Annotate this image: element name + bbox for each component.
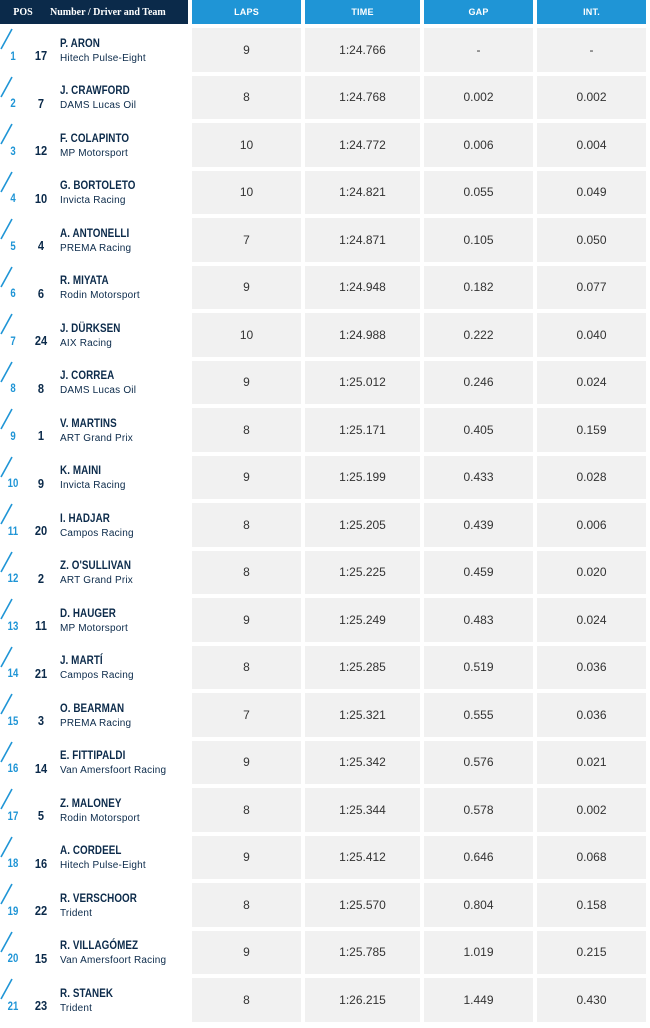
time-value: 1:25.342 bbox=[305, 741, 420, 785]
team-name: Rodin Motorsport bbox=[60, 290, 140, 302]
position-marker-icon bbox=[0, 456, 14, 478]
car-number: 3 bbox=[37, 713, 45, 729]
time-value: 1:24.772 bbox=[305, 123, 420, 167]
laps-value: 8 bbox=[192, 551, 301, 595]
position: 19 bbox=[7, 903, 19, 918]
driver-cell bbox=[0, 836, 188, 880]
header-laps[interactable]: LAPS bbox=[192, 0, 301, 24]
gap-value: 0.804 bbox=[424, 883, 533, 927]
time-value: 1:25.205 bbox=[305, 503, 420, 547]
team-name: DAMS Lucas Oil bbox=[60, 385, 137, 397]
driver-name[interactable]: V. MARTINS bbox=[60, 415, 117, 430]
time-value: 1:25.570 bbox=[305, 883, 420, 927]
gap-value: 0.555 bbox=[424, 693, 533, 737]
laps-value: 10 bbox=[192, 123, 301, 167]
laps-value: 9 bbox=[192, 931, 301, 975]
laps-value: 8 bbox=[192, 978, 301, 1022]
table-header bbox=[0, 0, 650, 24]
driver-cell bbox=[0, 218, 188, 262]
driver-name[interactable]: E. FITTIPALDI bbox=[60, 748, 126, 763]
driver-cell bbox=[0, 408, 188, 452]
car-number: 21 bbox=[34, 665, 48, 681]
header-int[interactable]: INT. bbox=[537, 0, 646, 24]
position: 5 bbox=[10, 238, 16, 253]
position-marker-icon bbox=[0, 788, 14, 810]
position-marker-icon bbox=[0, 313, 14, 335]
laps-value: 9 bbox=[192, 266, 301, 310]
car-number: 24 bbox=[34, 333, 48, 349]
position: 16 bbox=[7, 761, 19, 776]
interval-value: 0.040 bbox=[537, 313, 646, 357]
team-name: Invicta Racing bbox=[60, 195, 126, 207]
team-name: Invicta Racing bbox=[60, 480, 126, 492]
interval-value: - bbox=[537, 28, 646, 72]
driver-info bbox=[56, 226, 145, 254]
gap-value: 0.578 bbox=[424, 788, 533, 832]
time-value: 1:25.285 bbox=[305, 646, 420, 690]
position-marker-icon bbox=[0, 123, 14, 145]
time-value: 1:24.871 bbox=[305, 218, 420, 262]
position: 4 bbox=[10, 191, 16, 206]
driver-info bbox=[56, 321, 134, 349]
driver-cell bbox=[0, 741, 188, 785]
driver-name[interactable]: F. COLAPINTO bbox=[60, 130, 130, 145]
gap-value: 1.019 bbox=[424, 931, 533, 975]
driver-info bbox=[56, 558, 147, 586]
driver-name[interactable]: O. BEARMAN bbox=[60, 700, 125, 715]
table-body bbox=[0, 28, 650, 1022]
position-marker-icon bbox=[0, 836, 14, 858]
position-marker-icon bbox=[0, 646, 14, 668]
car-number: 4 bbox=[37, 238, 45, 254]
team-name: Trident bbox=[60, 907, 93, 919]
position: 8 bbox=[10, 381, 16, 396]
driver-info bbox=[56, 701, 138, 729]
laps-value: 10 bbox=[192, 313, 301, 357]
position: 17 bbox=[7, 808, 19, 823]
interval-value: 0.028 bbox=[537, 456, 646, 500]
laps-value: 8 bbox=[192, 788, 301, 832]
header-gap[interactable]: GAP bbox=[424, 0, 533, 24]
laps-value: 9 bbox=[192, 28, 301, 72]
time-value: 1:25.249 bbox=[305, 598, 420, 642]
interval-value: 0.036 bbox=[537, 646, 646, 690]
laps-value: 8 bbox=[192, 76, 301, 120]
driver-cell bbox=[0, 313, 188, 357]
car-number: 22 bbox=[34, 903, 48, 919]
table-row[interactable] bbox=[0, 123, 650, 167]
team-name: DAMS Lucas Oil bbox=[60, 100, 137, 112]
team-name: Campos Racing bbox=[60, 670, 134, 682]
position-marker-icon bbox=[0, 503, 14, 525]
position-marker-icon bbox=[0, 551, 14, 573]
table-row[interactable] bbox=[0, 76, 650, 120]
driver-cell bbox=[0, 883, 188, 927]
team-name: MP Motorsport bbox=[60, 147, 128, 159]
position-marker-icon bbox=[0, 931, 14, 953]
position-marker-icon bbox=[0, 978, 14, 1000]
time-value: 1:25.225 bbox=[305, 551, 420, 595]
driver-info bbox=[56, 178, 152, 206]
table-row[interactable] bbox=[0, 836, 650, 880]
position: 10 bbox=[7, 476, 19, 491]
header-time[interactable]: TIME bbox=[305, 0, 420, 24]
time-value: 1:24.988 bbox=[305, 313, 420, 357]
driver-info bbox=[56, 273, 140, 301]
time-value: 1:25.199 bbox=[305, 456, 420, 500]
driver-info bbox=[56, 796, 140, 824]
team-name: PREMA Racing bbox=[60, 242, 132, 254]
interval-value: 0.002 bbox=[537, 76, 646, 120]
team-name: Hitech Pulse-Eight bbox=[60, 860, 146, 872]
driver-info bbox=[56, 131, 144, 159]
table-row[interactable] bbox=[0, 28, 650, 72]
car-number: 5 bbox=[37, 808, 45, 824]
driver-cell bbox=[0, 788, 188, 832]
driver-cell bbox=[0, 123, 188, 167]
header-driver-block bbox=[0, 0, 188, 24]
driver-info bbox=[56, 606, 128, 634]
driver-cell bbox=[0, 978, 188, 1022]
driver-name[interactable]: Z. MALONEY bbox=[60, 795, 122, 810]
table-row[interactable] bbox=[0, 931, 650, 975]
position: 18 bbox=[7, 856, 19, 871]
laps-value: 10 bbox=[192, 171, 301, 215]
interval-value: 0.049 bbox=[537, 171, 646, 215]
table-row[interactable] bbox=[0, 788, 650, 832]
position: 21 bbox=[7, 998, 19, 1013]
driver-cell bbox=[0, 503, 188, 547]
laps-value: 9 bbox=[192, 836, 301, 880]
gap-value: 0.646 bbox=[424, 836, 533, 880]
table-row[interactable] bbox=[0, 646, 650, 690]
table-row[interactable] bbox=[0, 361, 650, 405]
position-marker-icon bbox=[0, 361, 14, 383]
position-marker-icon bbox=[0, 218, 14, 240]
time-value: 1:24.821 bbox=[305, 171, 420, 215]
driver-info bbox=[56, 463, 126, 491]
gap-value: 0.483 bbox=[424, 598, 533, 642]
interval-value: 0.077 bbox=[537, 266, 646, 310]
laps-value: 8 bbox=[192, 408, 301, 452]
interval-value: 0.021 bbox=[537, 741, 646, 785]
driver-name[interactable]: I. HADJAR bbox=[60, 510, 110, 525]
time-value: 1:25.785 bbox=[305, 931, 420, 975]
table-row[interactable] bbox=[0, 598, 650, 642]
gap-value: 0.006 bbox=[424, 123, 533, 167]
time-value: 1:25.344 bbox=[305, 788, 420, 832]
table-row[interactable] bbox=[0, 741, 650, 785]
position: 15 bbox=[7, 713, 19, 728]
team-name: AIX Racing bbox=[60, 337, 113, 349]
position: 14 bbox=[7, 666, 19, 681]
car-number: 23 bbox=[34, 998, 48, 1014]
gap-value: 0.182 bbox=[424, 266, 533, 310]
driver-info bbox=[56, 368, 136, 396]
interval-value: 0.006 bbox=[537, 503, 646, 547]
interval-value: 0.430 bbox=[537, 978, 646, 1022]
driver-cell bbox=[0, 76, 188, 120]
time-value: 1:24.948 bbox=[305, 266, 420, 310]
driver-name[interactable]: A. CORDEEL bbox=[60, 843, 122, 858]
position: 20 bbox=[7, 951, 19, 966]
table-row[interactable] bbox=[0, 883, 650, 927]
team-name: Trident bbox=[60, 1002, 93, 1014]
gap-value: 0.439 bbox=[424, 503, 533, 547]
car-number: 2 bbox=[37, 570, 45, 586]
driver-name[interactable]: K. MAINI bbox=[60, 463, 102, 478]
team-name: ART Grand Prix bbox=[60, 432, 134, 444]
position-marker-icon bbox=[0, 28, 14, 50]
driver-cell bbox=[0, 171, 188, 215]
laps-value: 8 bbox=[192, 883, 301, 927]
interval-value: 0.159 bbox=[537, 408, 646, 452]
position: 3 bbox=[10, 143, 16, 158]
gap-value: 0.222 bbox=[424, 313, 533, 357]
table-row[interactable] bbox=[0, 551, 650, 595]
team-name: PREMA Racing bbox=[60, 717, 132, 729]
gap-value: 0.459 bbox=[424, 551, 533, 595]
time-value: 1:24.766 bbox=[305, 28, 420, 72]
team-name: Van Amersfoort Racing bbox=[60, 955, 167, 967]
position-marker-icon bbox=[0, 76, 14, 98]
driver-cell bbox=[0, 266, 188, 310]
driver-info bbox=[56, 748, 166, 776]
driver-cell bbox=[0, 361, 188, 405]
team-name: Van Amersfoort Racing bbox=[60, 765, 167, 777]
position-marker-icon bbox=[0, 171, 14, 193]
driver-info bbox=[56, 416, 133, 444]
position: 7 bbox=[10, 333, 16, 348]
team-name: Hitech Pulse-Eight bbox=[60, 52, 146, 64]
interval-value: 0.068 bbox=[537, 836, 646, 880]
driver-name[interactable]: J. DÜRKSEN bbox=[60, 320, 121, 335]
car-number: 6 bbox=[37, 285, 45, 301]
table-row[interactable] bbox=[0, 218, 650, 262]
car-number: 10 bbox=[34, 190, 48, 206]
time-value: 1:24.768 bbox=[305, 76, 420, 120]
laps-value: 9 bbox=[192, 598, 301, 642]
driver-info bbox=[56, 843, 146, 871]
driver-cell bbox=[0, 931, 188, 975]
car-number: 14 bbox=[34, 760, 48, 776]
car-number: 16 bbox=[34, 855, 48, 871]
position-marker-icon bbox=[0, 693, 14, 715]
driver-name[interactable]: J. MARTÍ bbox=[60, 653, 103, 668]
driver-cell bbox=[0, 693, 188, 737]
table-row[interactable] bbox=[0, 978, 650, 1022]
position: 13 bbox=[7, 618, 19, 633]
gap-value: 0.433 bbox=[424, 456, 533, 500]
driver-name[interactable]: R. VERSCHOOR bbox=[60, 890, 137, 905]
team-name: Campos Racing bbox=[60, 527, 134, 539]
car-number: 17 bbox=[34, 48, 48, 64]
interval-value: 0.024 bbox=[537, 361, 646, 405]
time-value: 1:25.321 bbox=[305, 693, 420, 737]
driver-name[interactable]: R. MIYATA bbox=[60, 273, 109, 288]
driver-cell bbox=[0, 28, 188, 72]
driver-cell bbox=[0, 551, 188, 595]
interval-value: 0.036 bbox=[537, 693, 646, 737]
car-number: 20 bbox=[34, 523, 48, 539]
driver-name[interactable]: Z. O'SULLIVAN bbox=[60, 558, 132, 573]
gap-value: 0.519 bbox=[424, 646, 533, 690]
team-name: ART Grand Prix bbox=[60, 575, 134, 587]
gap-value: 0.105 bbox=[424, 218, 533, 262]
driver-info bbox=[56, 653, 134, 681]
position: 11 bbox=[7, 523, 19, 538]
driver-name[interactable]: D. HAUGER bbox=[60, 605, 116, 620]
table-row[interactable] bbox=[0, 456, 650, 500]
driver-info bbox=[56, 36, 146, 64]
driver-name[interactable]: A. ANTONELLI bbox=[60, 225, 130, 240]
driver-info bbox=[56, 986, 125, 1014]
driver-info bbox=[56, 938, 166, 966]
team-name: Rodin Motorsport bbox=[60, 812, 140, 824]
car-number: 9 bbox=[37, 475, 45, 491]
laps-value: 9 bbox=[192, 361, 301, 405]
time-value: 1:25.412 bbox=[305, 836, 420, 880]
position-marker-icon bbox=[0, 266, 14, 288]
table-row[interactable] bbox=[0, 313, 650, 357]
position: 6 bbox=[10, 286, 16, 301]
interval-value: 0.024 bbox=[537, 598, 646, 642]
driver-name[interactable]: P. ARON bbox=[60, 35, 100, 50]
laps-value: 7 bbox=[192, 693, 301, 737]
driver-cell bbox=[0, 598, 188, 642]
car-number: 1 bbox=[37, 428, 45, 444]
table-row[interactable] bbox=[0, 693, 650, 737]
gap-value: 0.246 bbox=[424, 361, 533, 405]
driver-name[interactable]: R. STANEK bbox=[60, 985, 114, 1000]
team-name: MP Motorsport bbox=[60, 622, 128, 634]
interval-value: 0.215 bbox=[537, 931, 646, 975]
table-row[interactable] bbox=[0, 266, 650, 310]
gap-value: 0.576 bbox=[424, 741, 533, 785]
driver-info bbox=[56, 83, 145, 111]
driver-name[interactable]: J. CRAWFORD bbox=[60, 83, 130, 98]
gap-value: 1.449 bbox=[424, 978, 533, 1022]
interval-value: 0.002 bbox=[537, 788, 646, 832]
laps-value: 9 bbox=[192, 456, 301, 500]
time-value: 1:25.171 bbox=[305, 408, 420, 452]
car-number: 11 bbox=[35, 618, 47, 634]
header-driver[interactable]: Number / Driver and Team bbox=[50, 6, 166, 18]
position: 1 bbox=[10, 48, 16, 63]
table-row[interactable] bbox=[0, 171, 650, 215]
position: 9 bbox=[10, 428, 16, 443]
gap-value: 0.055 bbox=[424, 171, 533, 215]
position-marker-icon bbox=[0, 408, 14, 430]
position-marker-icon bbox=[0, 883, 14, 905]
gap-value: 0.405 bbox=[424, 408, 533, 452]
driver-cell bbox=[0, 646, 188, 690]
laps-value: 9 bbox=[192, 741, 301, 785]
position: 2 bbox=[10, 96, 16, 111]
position-marker-icon bbox=[0, 741, 14, 763]
driver-info bbox=[56, 511, 134, 539]
interval-value: 0.050 bbox=[537, 218, 646, 262]
car-number: 7 bbox=[37, 95, 45, 111]
car-number: 12 bbox=[34, 143, 48, 159]
laps-value: 8 bbox=[192, 503, 301, 547]
interval-value: 0.004 bbox=[537, 123, 646, 167]
position-marker-icon bbox=[0, 598, 14, 620]
time-value: 1:25.012 bbox=[305, 361, 420, 405]
position: 12 bbox=[7, 571, 19, 586]
driver-cell bbox=[0, 456, 188, 500]
laps-value: 7 bbox=[192, 218, 301, 262]
gap-value: 0.002 bbox=[424, 76, 533, 120]
table-row[interactable] bbox=[0, 503, 650, 547]
interval-value: 0.020 bbox=[537, 551, 646, 595]
laps-value: 8 bbox=[192, 646, 301, 690]
header-pos[interactable]: POS bbox=[13, 6, 33, 18]
car-number: 8 bbox=[37, 380, 45, 396]
driver-name[interactable]: R. VILLAGÓMEZ bbox=[60, 938, 139, 953]
table-row[interactable] bbox=[0, 408, 650, 452]
driver-name[interactable]: G. BORTOLETO bbox=[60, 178, 136, 193]
car-number: 15 bbox=[34, 950, 48, 966]
gap-value: - bbox=[424, 28, 533, 72]
interval-value: 0.158 bbox=[537, 883, 646, 927]
driver-info bbox=[56, 891, 154, 919]
time-value: 1:26.215 bbox=[305, 978, 420, 1022]
driver-name[interactable]: J. CORREA bbox=[60, 368, 115, 383]
